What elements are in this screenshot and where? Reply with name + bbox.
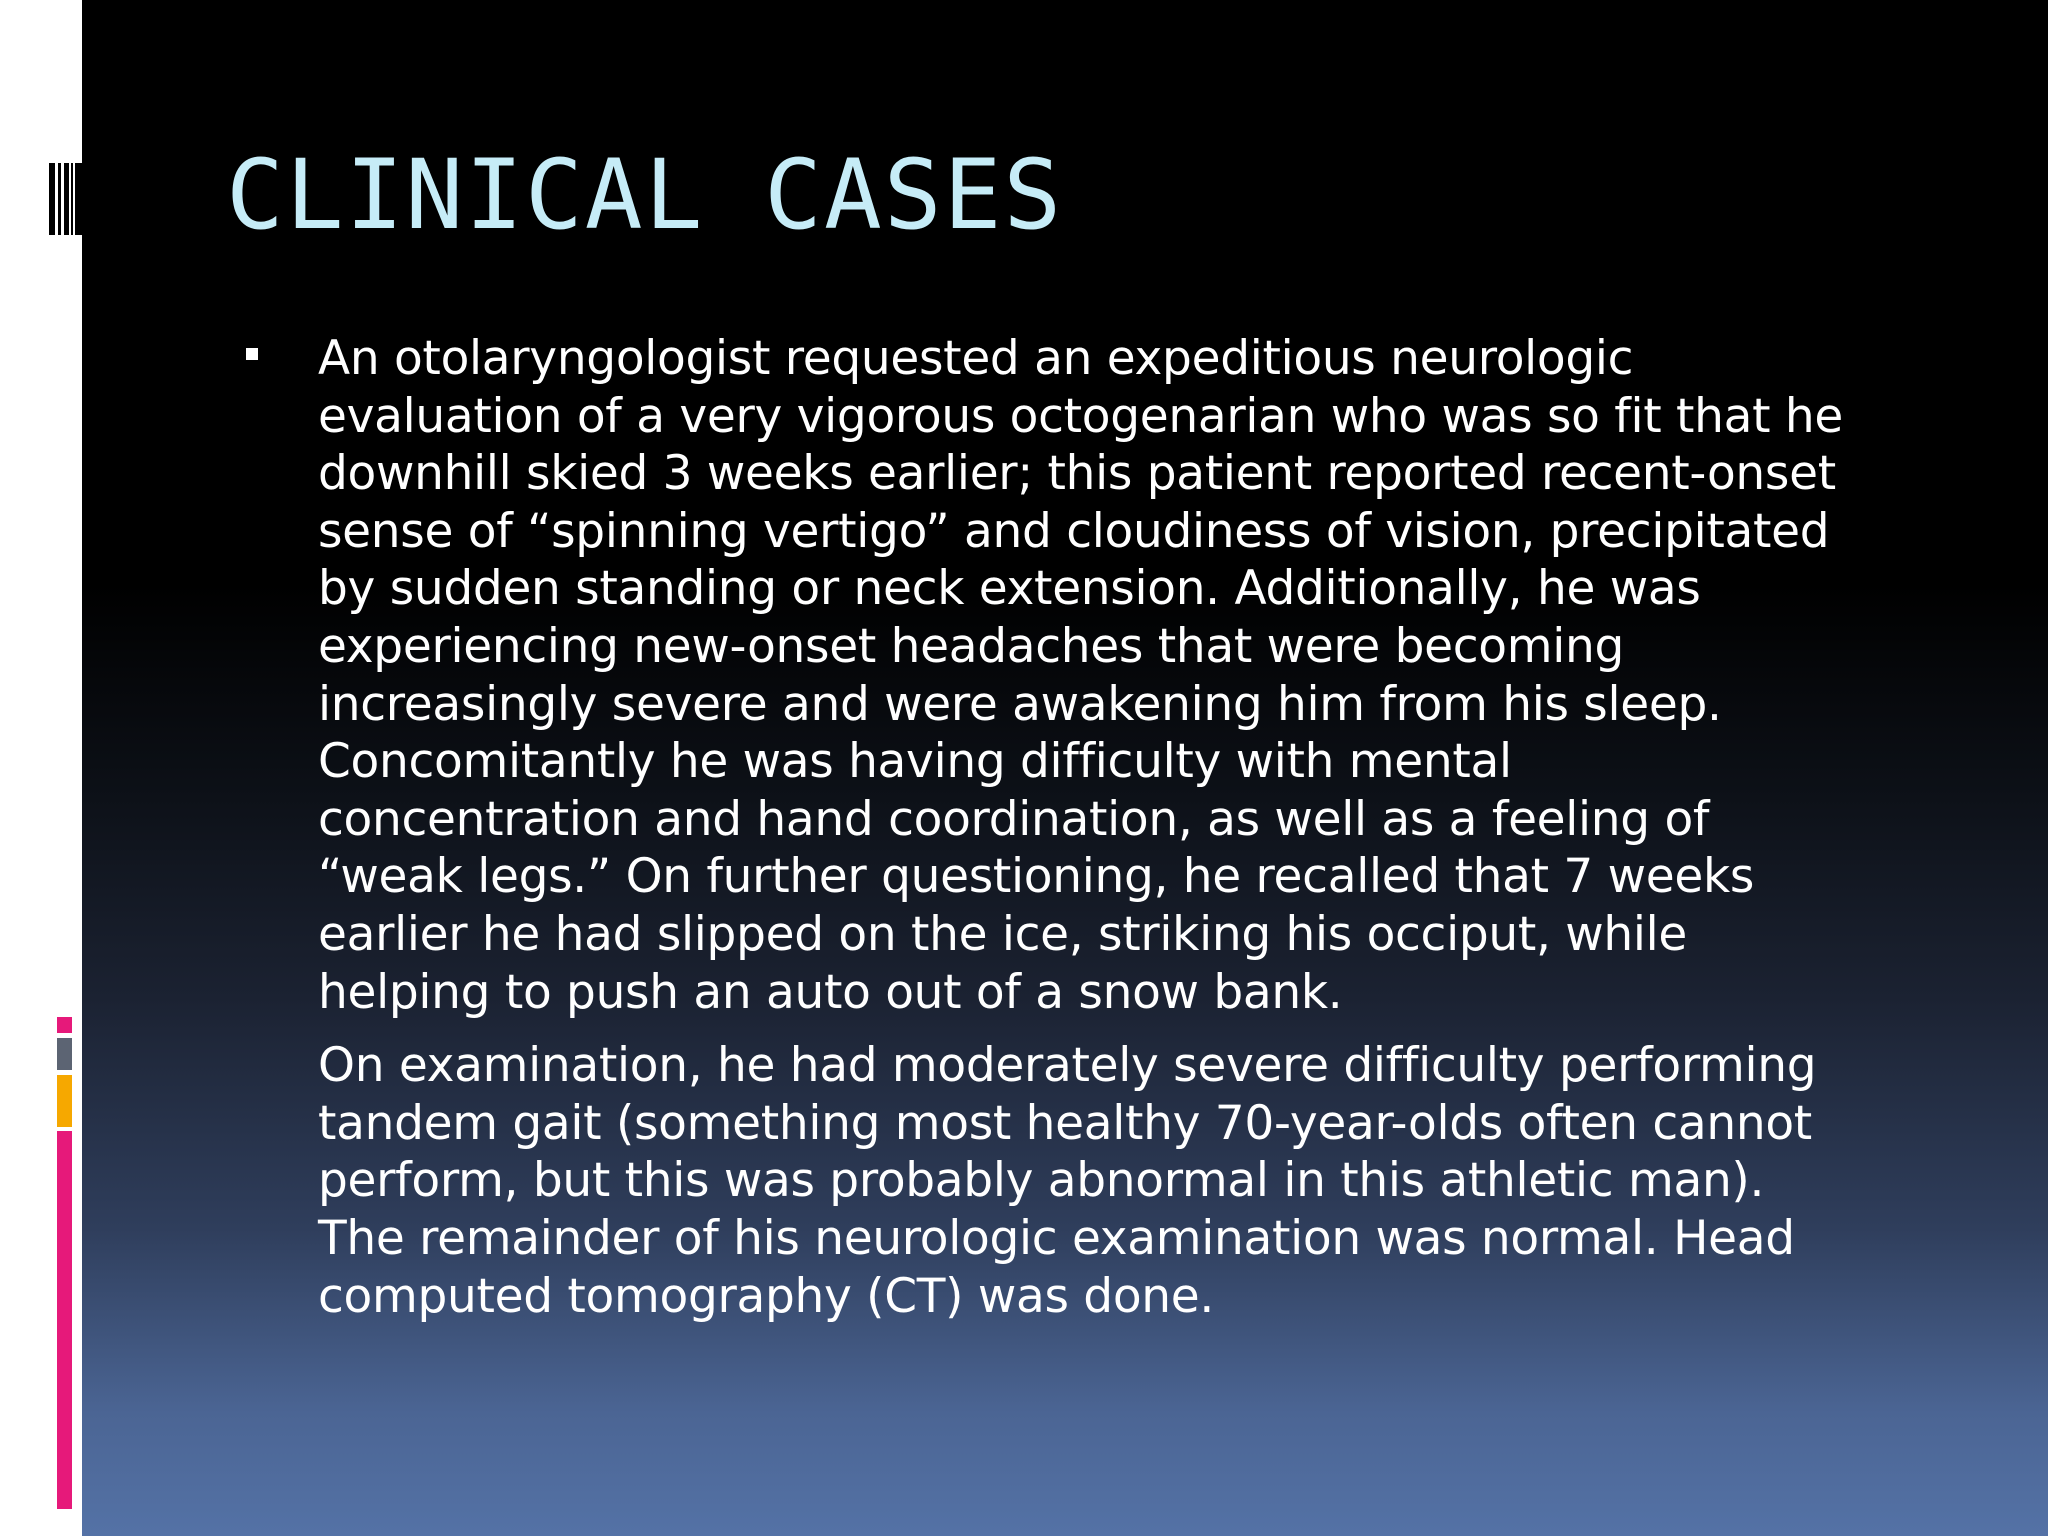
case-description: An otolaryngologist requested an expeditious neurologic evaluation of a very vigorous octogenarian who was so fit that he downhill skied 3 weeks earlier; this patient reported recent-onset sense of “spinning vertigo” and cloudiness of vision, precipitated by sudden standing or neck extension. Additionally, he was experiencing new-onset headaches that were becoming increasingly severe and were awakening him from his sleep. Concomitantly he was having difficulty with mental concentration and hand coordination, as well as a feeling of “weak legs.” On further questioning, he recalled that 7 weeks earlier he had slipped on the ice, striking his occiput, while helping to push an auto out of a snow bank. [318, 331, 1844, 1020]
slide-body [242, 330, 1942, 1325]
accent-bar-pink [57, 1131, 72, 1509]
accent-bar-gray [57, 1038, 72, 1070]
accent-bar-orange [57, 1075, 72, 1127]
bullet-item [242, 330, 1942, 1021]
decorative-stripes [49, 163, 82, 235]
examination-findings: On examination, he had moderately severe difficulty performing tandem gait (something most healthy 70-year-olds often cannot perform, but this was probably abnormal in this athletic man). The remainder of his neurologic examination was normal. Head computed tomography (CT) was done. [318, 1038, 1817, 1324]
square-bullet-icon [246, 348, 258, 360]
slide-title: CLINICAL CASES [226, 139, 1064, 251]
accent-bar-pink-top [57, 1017, 72, 1033]
